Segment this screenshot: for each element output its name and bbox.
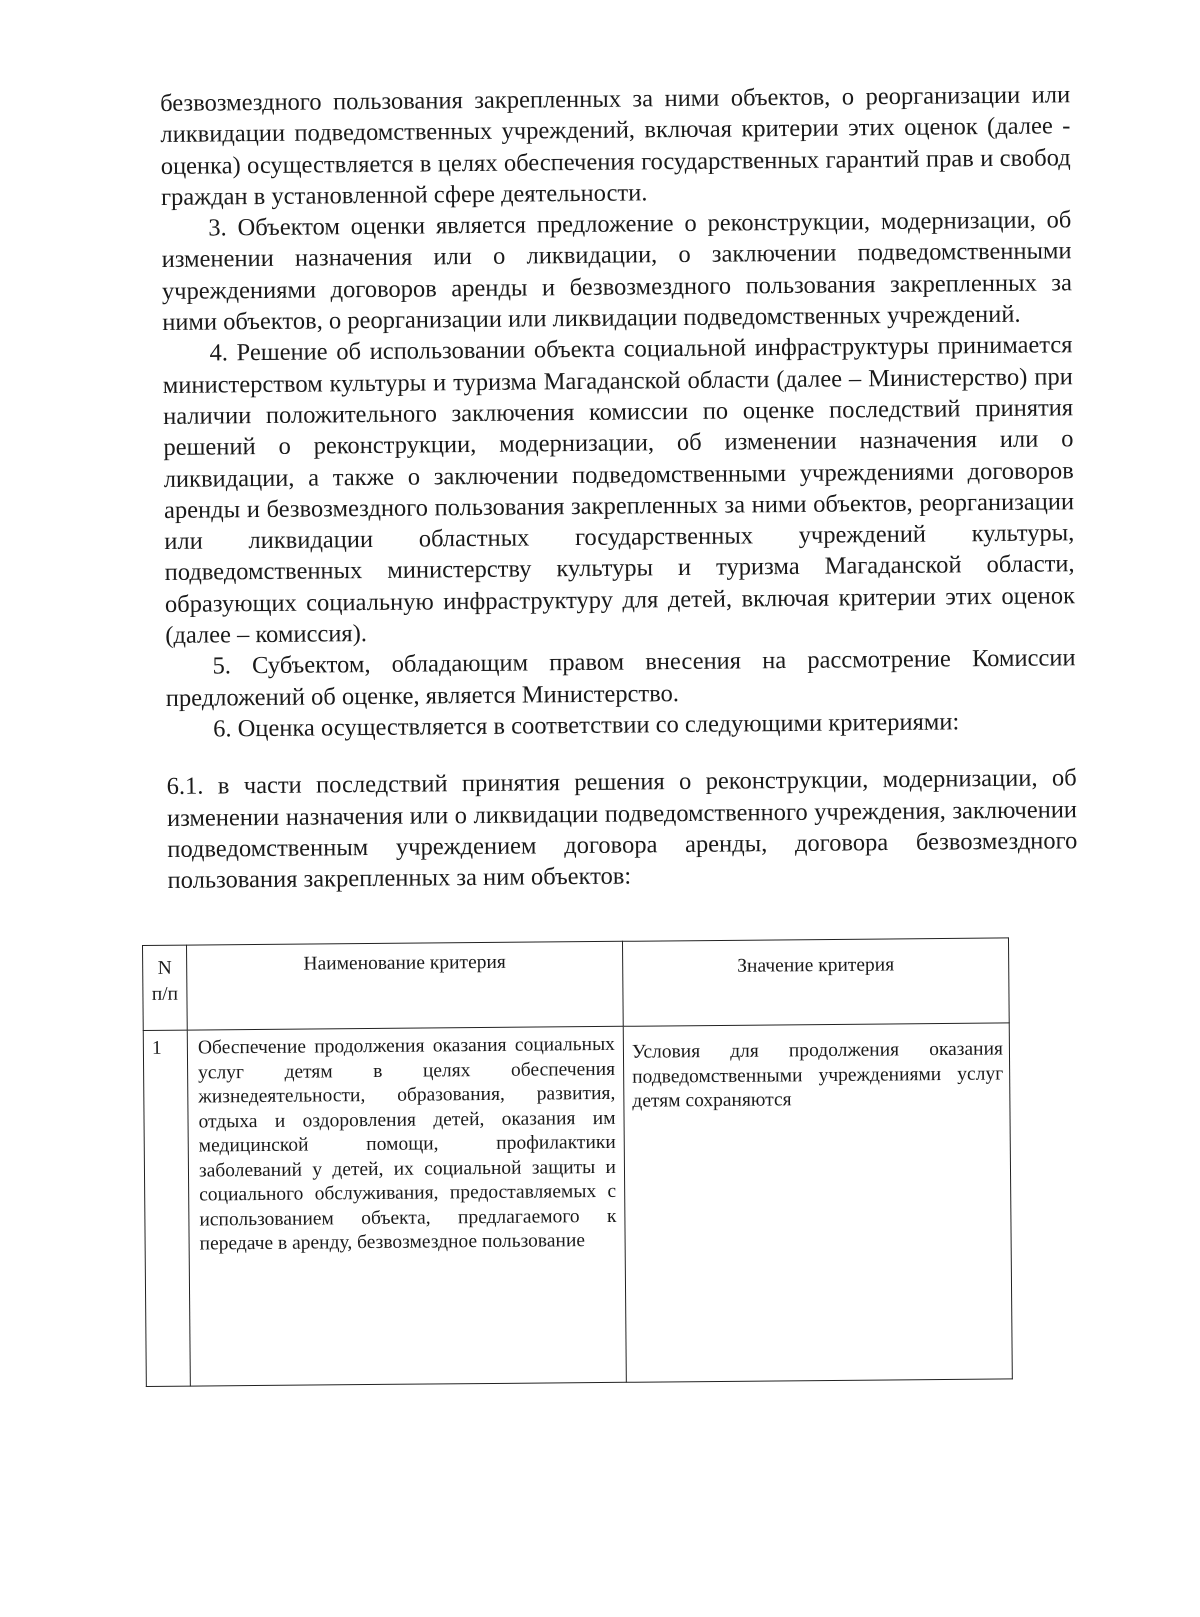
paragraph-item-6-1: 6.1. в части последствий принятия решения о реконструкции, модернизации, об изменении назначения или о ликвидации подведомственного учреждения, заключении подведомственным учреждением договора аренды, договора безвозмездного пользования закрепленных за ним объектов:	[166, 764, 1078, 895]
row-number: 1	[143, 1030, 190, 1386]
document-body	[160, 79, 1078, 896]
paragraph-item-6: 6. Оценка осуществляется в соответствии со следующими критериями:	[213, 708, 960, 743]
header-number: N п/п	[143, 945, 188, 1030]
criteria-table	[142, 937, 1013, 1387]
paragraph-intro-continuation: безвозмездного пользования закрепленных за ними объектов, о реорганизации или ликвидации подведомственных учреждений, включая критерии этих оценок (далее - оценка) осуществляется в целях обеспечения государственных гарантий прав и свобод граждан в установленной сфере деятельности.	[160, 81, 1071, 211]
row-criterion-value: Условия для продолжения оказания подведомственными учреждениями услуг детям сохраняются	[623, 1023, 1012, 1382]
table-header-row	[143, 938, 1010, 1031]
table-row	[143, 1023, 1012, 1387]
paragraph-item-3: 3. Объектом оценки является предложение о реконструкции, модернизации, об изменении назначения или о ликвидации, о заключении подведомственными учреждениями договоров аренды и безвозмездного пользования закрепленных за ними объектов, о реорганизации или ликвидации подведомственных учреждений.	[161, 206, 1073, 337]
header-criterion-name: Наименование критерия	[187, 941, 624, 1030]
paragraph-item-4: 4. Решение об использовании объекта социальной инфраструктуры принимается министерством культуры и туризма Магаданской области (далее – Министерство) при наличии положительного заключения комиссии по оценке последствий принятия решений о реконструкции, модернизации, об изменении назначения или о ликвидации, а также о заключении подведомственными учреждениями договоров аренды и безвозмездного пользования закрепленных за ними объектов, реорганизации или ликвидации областных государственных учреждений культуры, подведомственных министерству культуры и туризма Магаданской области, образующих социальную инфраструктуру для детей, включая критерии этих оценок (далее – комиссия).	[162, 331, 1076, 650]
paragraph-item-5: 5. Субъектом, обладающим правом внесения на рассмотрение Комиссии предложений об оценке, является Министерство.	[165, 644, 1076, 712]
row-criterion-name: Обеспечение продолжения оказания социальных услуг детям в целях обеспечения жизнедеятельности, образования, развития, отдыха и оздоровления детей, оказания им медицинской помощи, профилактики заболеваний у детей, их социальной защиты и социального обслуживания, предоставляемых с использованием объекта, предлагаемого к передаче в аренду, безвозмездное пользование	[187, 1026, 626, 1386]
header-criterion-value: Значение критерия	[622, 938, 1009, 1026]
